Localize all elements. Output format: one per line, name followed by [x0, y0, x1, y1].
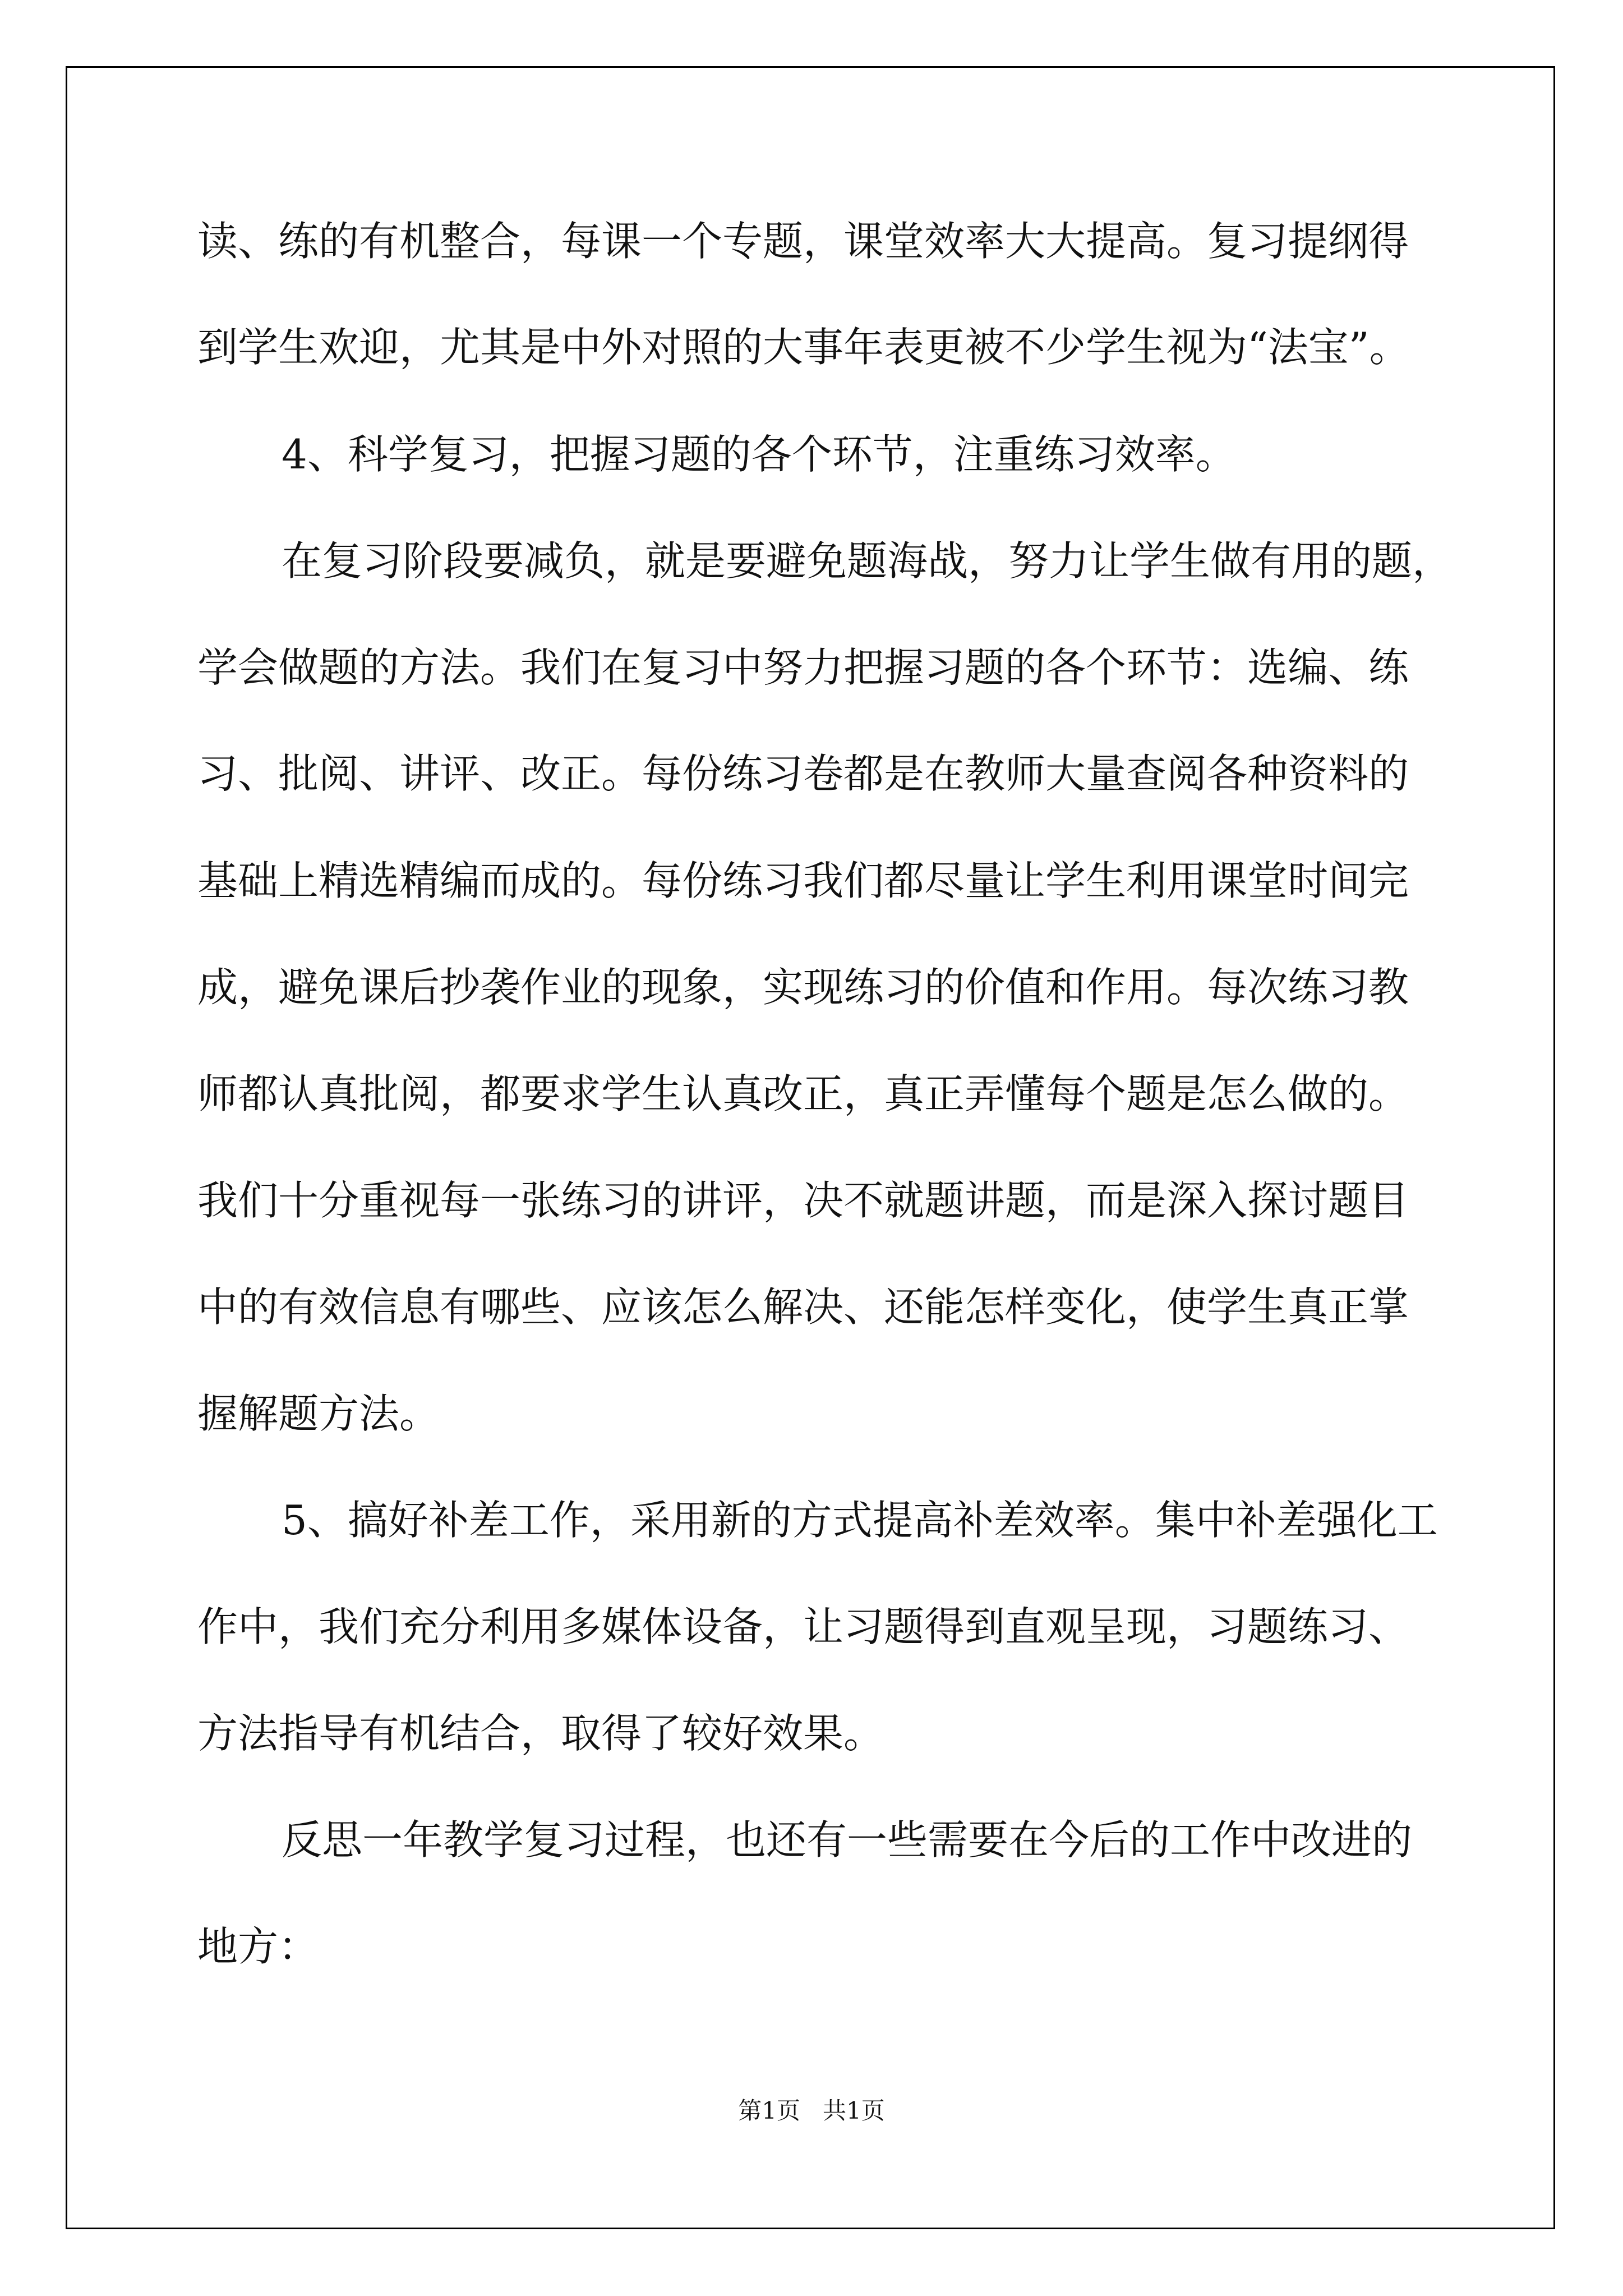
page-footer: 第1页 共1页	[738, 2097, 885, 2124]
text-line: 师都认真批阅，都要求学生认真改正，真正弄懂每个题是怎么做的。	[197, 1070, 1409, 1117]
text-line: 方法指导有机结合，取得了较好效果。	[197, 1710, 884, 1757]
text-line: 学会做题的方法。我们在复习中努力把握习题的各个环节：选编、练	[197, 644, 1409, 691]
text-line: 地方：	[197, 1923, 319, 1970]
text-line: 4、科学复习，把握习题的各个环节，注重练习效率。	[282, 431, 1236, 478]
page-border	[66, 66, 1555, 2229]
text-line: 习、批阅、讲评、改正。每份练习卷都是在教师大量查阅各种资料的	[197, 750, 1409, 797]
text-line: 成，避免课后抄袭作业的现象，实现练习的价值和作用。每次练习教	[197, 964, 1409, 1011]
text-line: 中的有效信息有哪些、应该怎么解决、还能怎样变化，使学生真正掌	[197, 1283, 1409, 1331]
text-line: 在复习阶段要减负，就是要避免题海战，努力让学生做有用的题，	[282, 537, 1453, 585]
text-line: 我们十分重视每一张练习的讲评，决不就题讲题，而是深入探讨题目	[197, 1177, 1409, 1224]
text-line: 反思一年教学复习过程，也还有一些需要在今后的工作中改进的	[282, 1816, 1413, 1864]
text-line: 5、搞好补差工作，采用新的方式提高补差效率。集中补差强化工	[282, 1497, 1438, 1544]
text-line: 到学生欢迎，尤其是中外对照的大事年表更被不少学生视为“法宝”。	[197, 324, 1410, 371]
text-line: 基础上精选精编而成的。每份练习我们都尽量让学生利用课堂时间完	[197, 857, 1409, 904]
text-line: 读、练的有机整合，每课一个专题，课堂效率大大提高。复习提纲得	[197, 218, 1409, 265]
text-line: 作中，我们充分利用多媒体设备，让习题得到直观呈现，习题练习、	[197, 1603, 1409, 1650]
text-line: 握解题方法。	[197, 1390, 440, 1437]
